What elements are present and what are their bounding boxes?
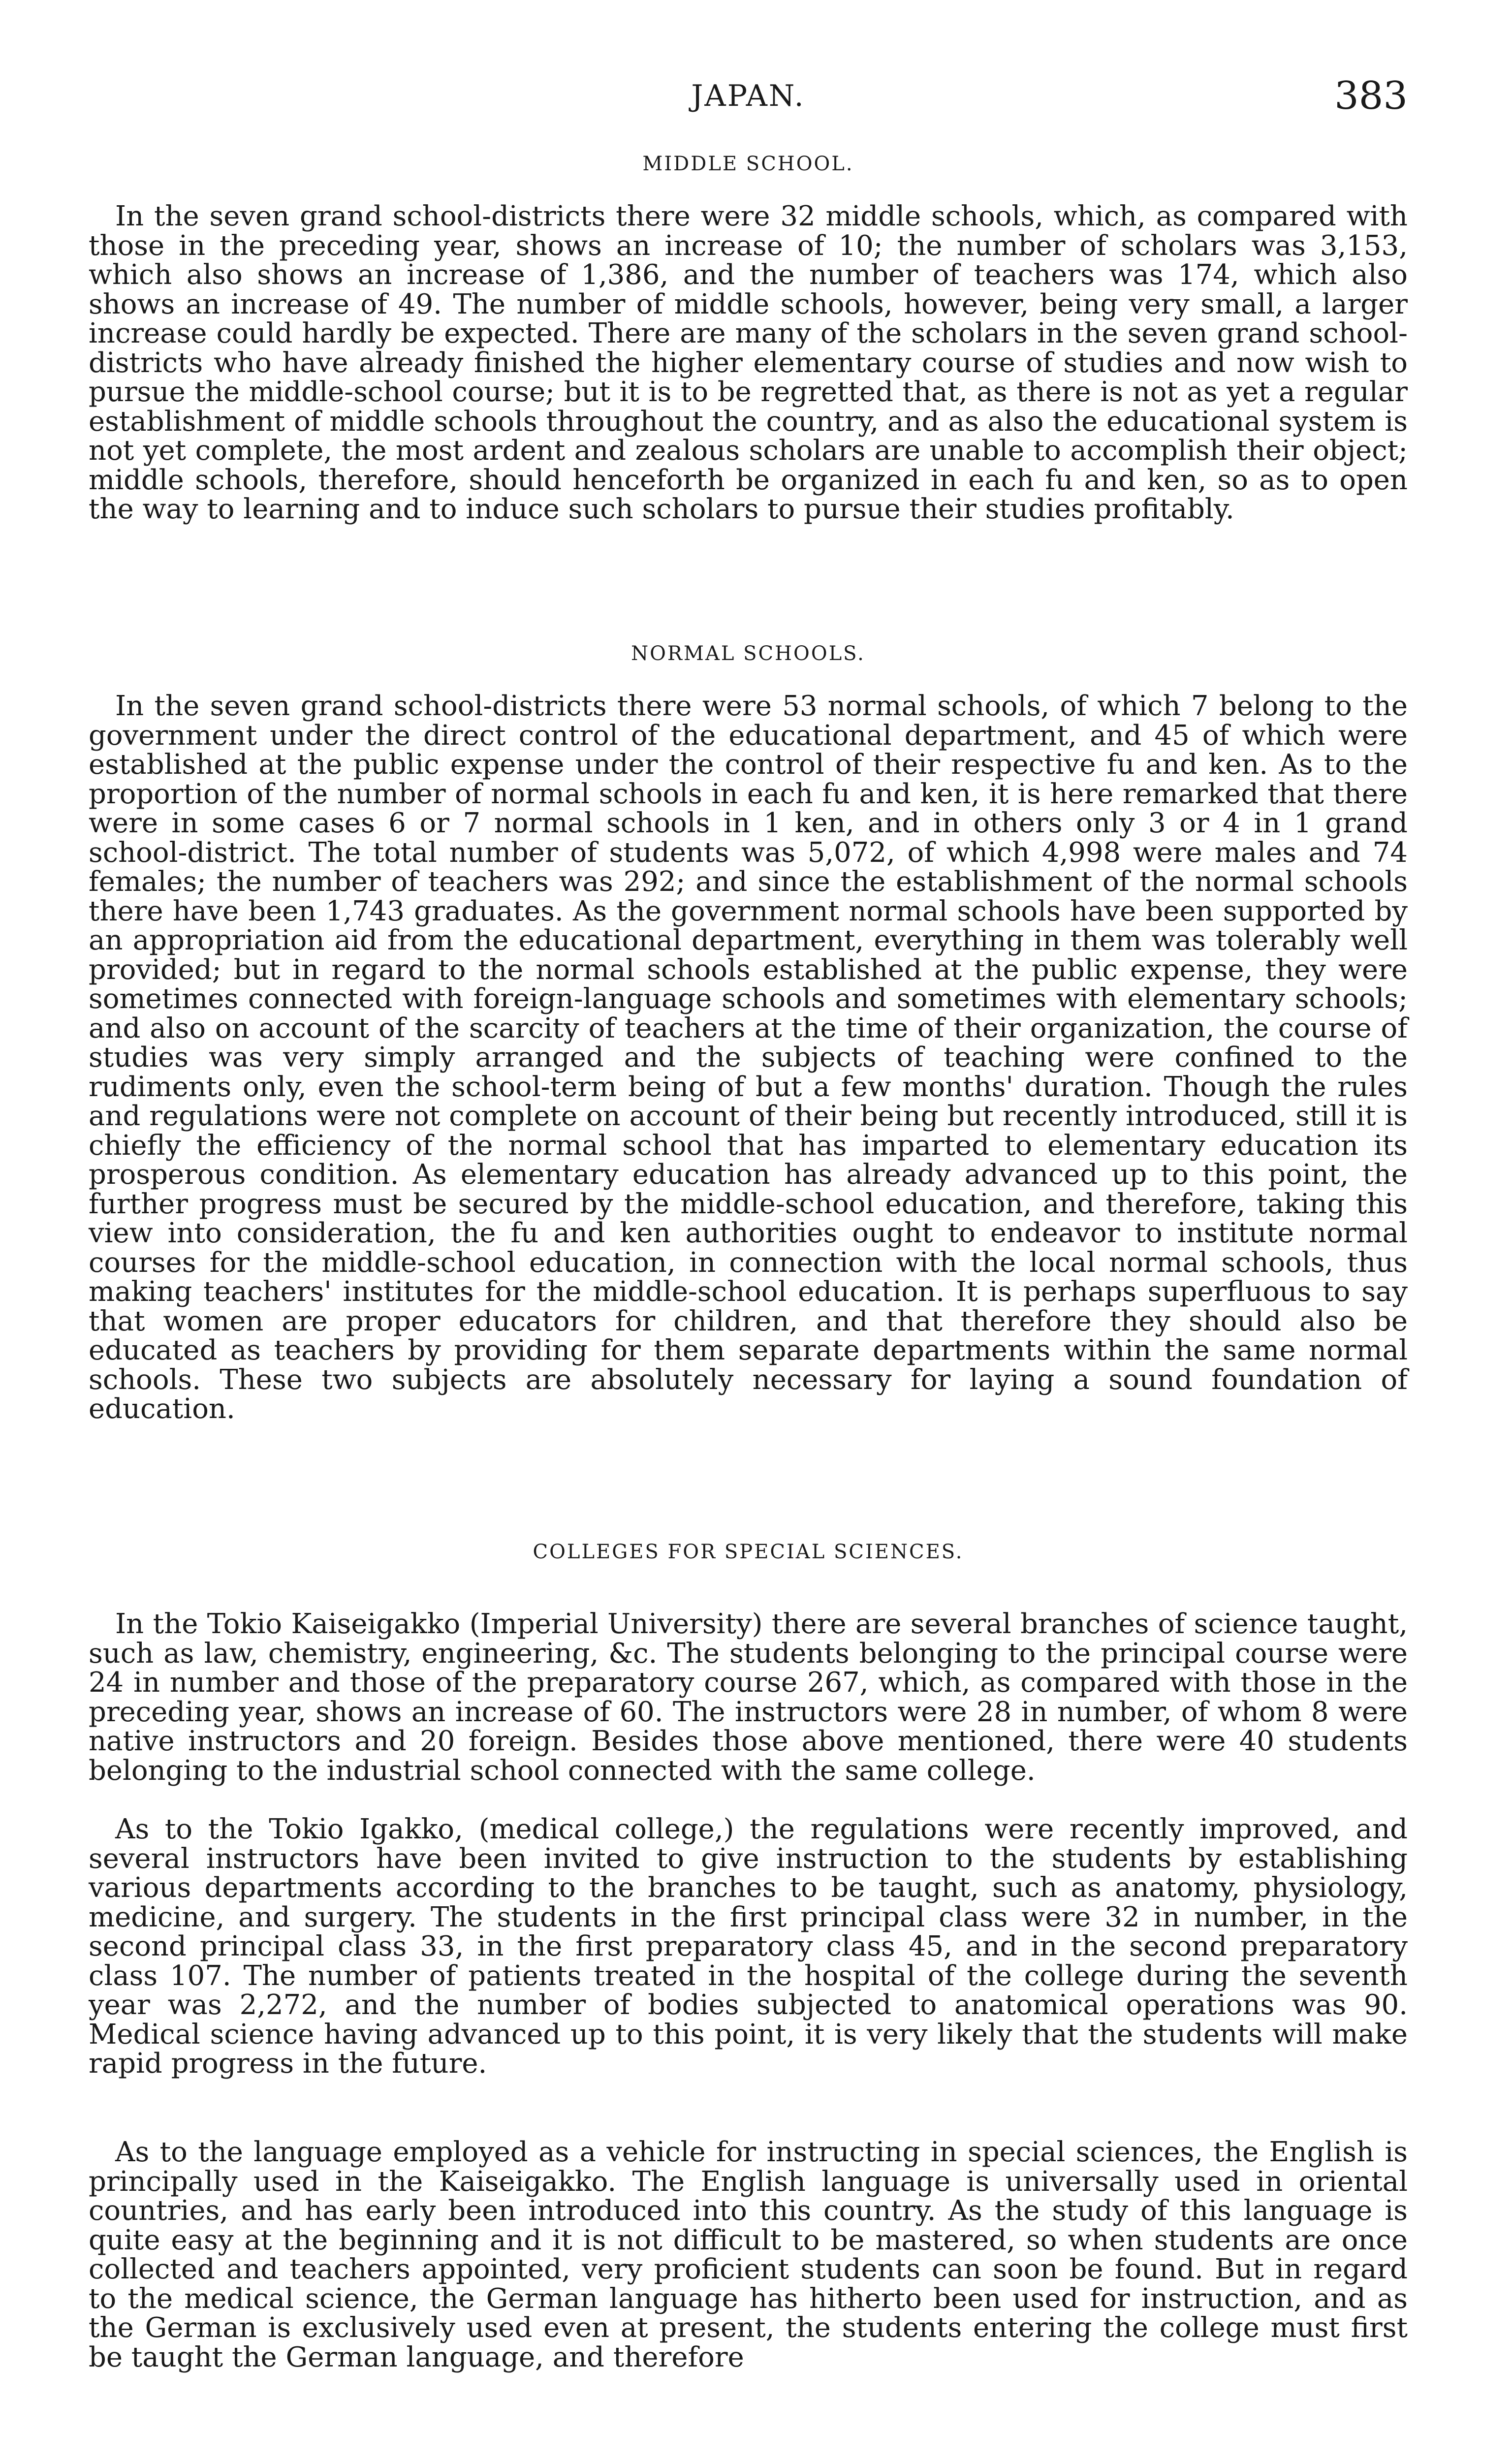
paragraph-colleges-kaiseigakko: In the Tokio Kaiseigakko (Imperial University) there are several branches of science taught, such as law, chemistry, engineering, &c. The students belonging to the principal course were 24 in number and those of the preparatory course 267, which, as compared with those in the preceding year, shows an increase of 60. The instructors were 28 in number, of whom 8 were native instructors and 20 foreign. Besides those above mentioned, there were 40 students belonging to the industrial school connected with the same college. <box>89 1608 1408 1787</box>
book-page <box>89 0 1408 2461</box>
paragraph-middle-school: In the seven grand school-districts there were 32 middle schools, which, as compared with those in the preceding year, shows an increase of 10; the number of scholars was 3,153, which also shows an increase of 1,386, and the number of teachers was 174, which also shows an increase of 49. The number of middle schools, however, being very small, a larger increase could hardly be expected. There are many of the scholars in the seven grand school-districts who have already finished the higher elementary course of studies and now wish to pursue the middle-school course; but it is to be regretted that, as there is not as yet a regular establishment of middle schools throughout the country, and as also the educational system is not yet complete, the most ardent and zealous scholars are unable to accomplish their object; middle schools, therefore, should henceforth be organized in each fu and ken, so as to open the way to learning and to induce such scholars to pursue their studies profitably. <box>89 200 1408 525</box>
paragraph-normal-schools: In the seven grand school-districts there were 53 normal schools, of which 7 belong to the government under the direct control of the educational department, and 45 of which were established at the public expense under the control of their respective fu and ken. As to the proportion of the number of normal schools in each fu and ken, it is here remarked that there were in some cases 6 or 7 normal schools in 1 ken, and in others only 3 or 4 in 1 grand school-district. The total number of students was 5,072, of which 4,998 were males and 74 females; the number of teachers was 292; and since the establishment of the normal schools there have been 1,743 graduates. As the government normal schools have been supported by an appropriation aid from the educational department, everything in them was tolerably well provided; but in regard to the normal schools established at the public expense, they were sometimes connected with foreign-language schools and sometimes with elementary schools; and also on account of the scarcity of teachers at the time of their organization, the course of studies was very simply arranged and the subjects of teaching were confined to the rudiments only, even the school-term being of but a few months' duration. Though the rules and regulations were not complete on account of their being but recently introduced, still it is chiefly the efficiency of the normal school that has imparted to elementary education its prosperous condition. As elementary education has already advanced up to this point, the further progress must be secured by the middle-school education, and therefore, taking this view into consideration, the fu and ken authorities ought to endeavor to institute normal courses for the middle-school education, in connection with the local normal schools, thus making teachers' institutes for the middle-school education. It is perhaps superfluous to say that women are proper educators for children, and that therefore they should also be educated as teachers by providing for them separate departments within the same normal schools. These two subjects are absolutely necessary for laying a sound foundation of education. <box>89 690 1408 1425</box>
section-heading-normal-schools: NORMAL SCHOOLS. <box>631 642 865 665</box>
running-title: JAPAN. <box>691 79 805 113</box>
section-heading-colleges: COLLEGES FOR SPECIAL SCIENCES. <box>533 1541 964 1563</box>
section-heading-middle-school: MIDDLE SCHOOL. <box>642 153 854 175</box>
paragraph-colleges-language: As to the language employed as a vehicle for instructing in special sciences, the English is principally used in the Kaiseigakko. The English language is universally used in oriental countries, and has early been introduced into this country. As the study of this language is quite easy at the beginning and it is not difficult to be mastered, so when students are once collected and teachers appointed, very proficient students can soon be found. But in regard to the medical science, the German language has hitherto been used for instruction, and as the German is exclusively used even at present, the students entering the college must first be taught the German language, and therefore <box>89 2136 1408 2373</box>
page-number: 383 <box>1334 74 1408 118</box>
running-head <box>89 74 1408 118</box>
paragraph-colleges-igakko: As to the Tokio Igakko, (medical college,) the regulations were recently improved, and several instructors have been invited to give instruction to the students by establishing various departments according to the branches to be taught, such as anatomy, physiology, medicine, and surgery. The students in the first principal class were 32 in number, in the second principal class 33, in the first preparatory class 45, and in the second preparatory class 107. The number of patients treated in the hospital of the college during the seventh year was 2,272, and the number of bodies subjected to anatomical operations was 90. Medical science having advanced up to this point, it is very likely that the students will make rapid progress in the future. <box>89 1813 1408 2080</box>
